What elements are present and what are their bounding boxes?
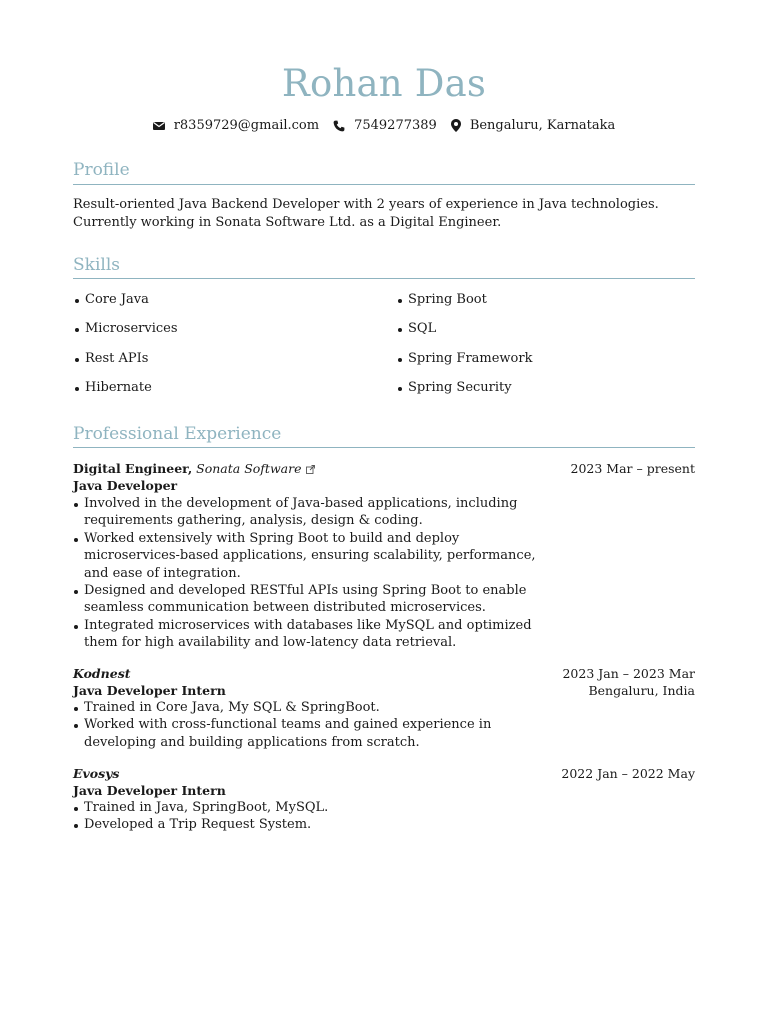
skill-item: Spring Framework (398, 351, 532, 366)
job-role: Java Developer Intern (73, 783, 226, 798)
experience-divider (73, 447, 695, 448)
profile-divider (73, 184, 695, 185)
list-item: Worked extensively with Spring Boot to build and deploy microservices-based applications, ensuring scalability, performance, and ease of integration. (73, 530, 548, 582)
skill-item: Spring Security (398, 380, 512, 395)
profile-heading: Profile (73, 160, 130, 180)
skills-heading: Skills (73, 255, 120, 275)
company-link[interactable]: Sonata Software (196, 461, 302, 476)
skill-item: Core Java (75, 292, 149, 307)
phone-text: 7549277389 (354, 118, 437, 133)
job-role: Java Developer (73, 478, 178, 493)
company-name: Evosys (73, 766, 120, 781)
job-bullets (73, 699, 548, 751)
profile-text: Result-oriented Java Backend Developer with 2 years of experience in Java technologies. Currently working in Sonata Software Ltd. as a Digital Engineer. (73, 197, 659, 230)
job-dates: 2023 Mar – present (570, 461, 695, 476)
contact-phone[interactable] (333, 118, 437, 133)
job-bullets (73, 495, 548, 652)
contact-email[interactable] (153, 118, 319, 133)
contact-location (451, 118, 615, 133)
map-pin-icon (451, 119, 461, 132)
external-link-icon[interactable] (306, 465, 315, 474)
job-dates: 2023 Jan – 2023 Mar (562, 666, 695, 681)
list-item: Integrated microservices with databases like MySQL and optimized them for high availability and low-latency data retrieval. (73, 617, 548, 652)
email-text: r8359729@gmail.com (173, 118, 320, 133)
list-item: Worked with cross-functional teams and gained experience in developing and building applications from scratch. (73, 716, 548, 751)
skill-item: SQL (398, 321, 436, 336)
phone-icon (333, 120, 345, 132)
location-text: Bengaluru, Karnataka (469, 118, 616, 133)
list-item: Designed and developed RESTful APIs using Spring Boot to enable seamless communication between distributed microservices. (73, 582, 548, 617)
list-item: Trained in Core Java, My SQL & SpringBoot. (73, 699, 548, 716)
job-location: Bengaluru, India (588, 683, 695, 698)
skill-item: Rest APIs (75, 351, 148, 366)
experience-heading: Professional Experience (73, 424, 282, 444)
job-role: Java Developer Intern (73, 683, 226, 698)
company-name: Kodnest (73, 666, 131, 681)
skill-item: Spring Boot (398, 292, 487, 307)
envelope-icon (153, 121, 165, 131)
job-position: Digital Engineer, (73, 461, 193, 476)
job-dates: 2022 Jan – 2022 May (561, 766, 695, 781)
skill-item: Hibernate (75, 380, 152, 395)
list-item: Developed a Trip Request System. (73, 816, 548, 833)
skill-item: Microservices (75, 321, 178, 336)
job-bullets (73, 799, 548, 834)
candidate-name: Rohan Das (281, 62, 487, 105)
list-item: Trained in Java, SpringBoot, MySQL. (73, 799, 548, 816)
list-item: Involved in the development of Java-based applications, including requirements gathering, analysis, design & coding. (73, 495, 548, 530)
contact-bar (73, 118, 695, 133)
skills-divider (73, 278, 695, 279)
